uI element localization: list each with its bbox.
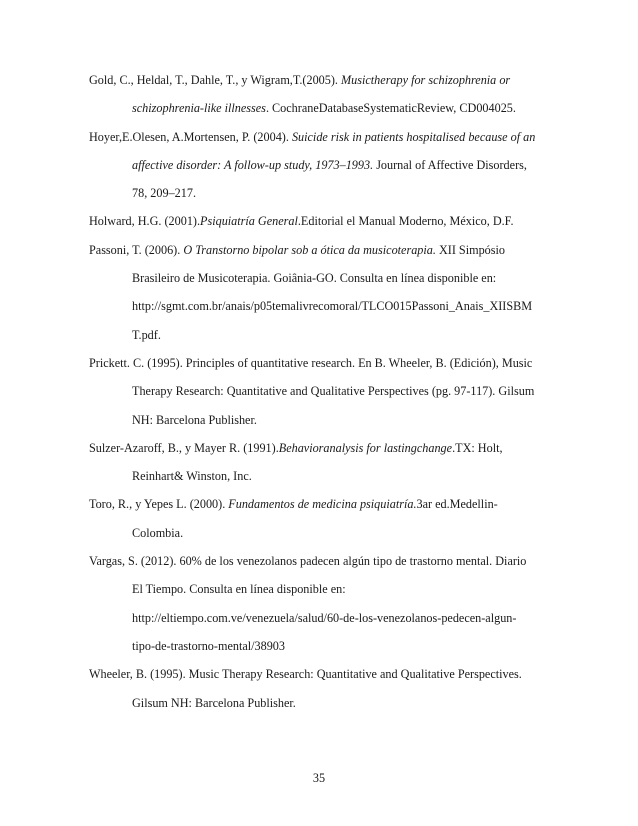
reference-text: . CochraneDatabaseSystematicReview, CD004025. [265,101,516,116]
reference-continuation-line [89,377,559,405]
reference-text: Brasileiro de Musicoterapia. Goiânia-GO. Consulta en línea disponible en: [132,271,497,286]
reference-text: .Editorial el Manual Moderno, México, D.F. [297,214,514,229]
reference-continuation-line [89,179,559,207]
reference-first-line [89,434,559,462]
reference-entry [89,490,559,547]
reference-continuation-line [89,406,559,434]
reference-text: 78, 209–217. [132,186,196,201]
reference-continuation-line [89,94,559,122]
reference-first-line [89,660,559,688]
reference-text: .TX: Holt, [452,440,503,455]
reference-continuation-line [89,264,559,292]
italic-title-text: schizophrenia-like illnesses [132,101,266,116]
reference-continuation-line [89,689,559,717]
reference-entry [89,660,559,717]
page-number: 35 [312,771,326,785]
reference-text: Prickett. C. (1995). Principles of quantitative research. En B. Wheeler, B. (Edición), Music [89,355,533,370]
italic-title-text: affective disorder: A follow-up study, 1973–1993. [132,157,374,172]
reference-continuation-line [89,151,559,179]
reference-entry [89,547,559,660]
reference-entry [89,123,559,208]
reference-entry [89,236,559,349]
reference-text: Holward, H.G. (2001). [89,214,201,229]
reference-text: T.pdf. [132,327,161,342]
reference-text: Toro, R., y Yepes L. (2000). [89,497,229,512]
reference-continuation-line [89,519,559,547]
reference-text: Colombia. [132,525,184,540]
reference-first-line [89,123,559,151]
reference-continuation-line [89,292,559,320]
reference-first-line [89,207,559,235]
reference-text: Vargas, S. (2012). 60% de los venezolanos padecen algún tipo de trastorno mental. Diario [89,554,527,569]
reference-entry [89,349,559,434]
reference-text: El Tiempo. Consulta en línea disponible en: [132,582,346,597]
italic-title-text: Behavioranalysis for lastingchange [278,440,453,455]
italic-title-text: Suicide risk in patients hospitalised because of an [291,129,536,144]
reference-first-line [89,547,559,575]
reference-text: http://sgmt.com.br/anais/p05temalivrecomoral/TLCO015Passoni_Anais_XIISBM [132,299,533,314]
reference-text: NH: Barcelona Publisher. [132,412,257,427]
reference-continuation-line [89,604,559,632]
reference-text: http://eltiempo.com.ve/venezuela/salud/60-de-los-venezolanos-pedecen-algun- [132,610,517,625]
reference-text: XII Simpósio [435,242,505,257]
reference-text: Therapy Research: Quantitative and Qualitative Perspectives (pg. 97-117). Gilsum [132,384,535,399]
reference-text: Wheeler, B. (1995). Music Therapy Research: Quantitative and Qualitative Perspectives. [89,667,522,682]
italic-title-text: Musictherapy for schizophrenia or [341,73,511,87]
reference-first-line [89,490,559,518]
reference-first-line [89,349,559,377]
reference-first-line [89,66,559,94]
reference-text: Reinhart& Winston, Inc. [132,469,252,484]
reference-continuation-line [89,632,559,660]
reference-continuation-line [89,462,559,490]
reference-text: Hoyer,E.Olesen, A.Mortensen, P. (2004). [89,129,292,144]
reference-entry [89,434,559,491]
reference-text: 3ar ed.Medellin- [416,497,498,512]
reference-entry [89,66,559,123]
reference-text: Gilsum NH: Barcelona Publisher. [132,695,296,710]
reference-text: Passoni, T. (2006). [89,242,184,257]
reference-text: Journal of Affective Disorders, [373,157,527,172]
reference-continuation-line [89,321,559,349]
reference-entry [89,207,559,235]
reference-continuation-line [89,575,559,603]
reference-list [89,66,559,717]
reference-text: Gold, C., Heldal, T., Dahle, T., y Wigram,T.(2005). [89,73,342,87]
reference-text: tipo-de-trastorno-mental/38903 [132,638,285,653]
italic-title-text: O Transtorno bipolar sob a ótica da musicoterapia. [183,242,436,257]
italic-title-text: Psiquiatría General [200,214,298,229]
reference-text: Sulzer-Azaroff, B., y Mayer R. (1991). [89,440,279,455]
reference-first-line [89,236,559,264]
italic-title-text: Fundamentos de medicina psiquiatría. [228,497,417,512]
